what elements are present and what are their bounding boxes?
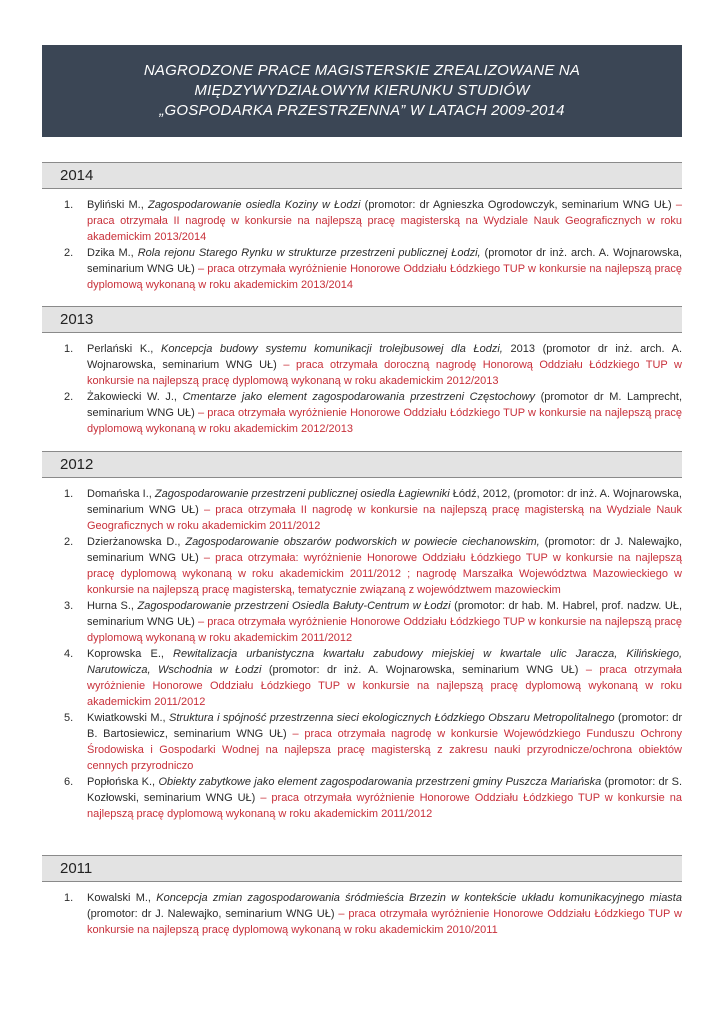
award-text: – praca otrzymała wyróżnienie Honorowe Oddziału Łódzkiego TUP w konkursie na najlepszą pracę dyplomową wykonaną w roku akademickim 2013/2014 [87,263,682,291]
author: Żakowiecki W. J., [87,391,177,403]
promoter-details: (promotor: dr J. Nalewajko, seminarium WNG UŁ) [87,908,335,920]
author: Dzika M., [87,247,134,259]
award-text: – praca otrzymała nagrodę w konkursie Wojewódzkiego Funduszu Ochrony Środowiska i Gospodarki Wodnej na najlepsza pracę magisterską z zakresu nauki przyrodnicze/ochrona obiektów cennych przyrodniczo [87,728,682,772]
award-text: – praca otrzymała II nagrodę w konkursie na najlepszą pracę magisterską na Wydziale Nauk Geograficznych w roku akademickim 2011/2012 [87,504,682,532]
author: Hurna S., [87,600,134,612]
promoter-details: (promotor: dr inż. A. Wojnarowska, seminarium WNG UŁ) [268,664,579,676]
list-item [42,197,682,245]
item-number: 1. [64,343,74,355]
award-text: – praca otrzymała wyróżnienie Honorowe Oddziału Łódzkiego TUP w konkursie na najlepszą pracę dyplomową wykonaną w roku akademickim 2011/2012 [87,792,683,820]
promoter-details: (promotor: dr hab. M. Habrel, prof. nadzw. UŁ, seminarium WNG UŁ) [87,600,683,628]
award-text: – praca otrzymała wyróżnienie Honorowe Oddziału Łódzkiego TUP w konkursie na najlepszą pracę dyplomową wykonaną w roku akademickim 2011/2012 [87,664,682,708]
list-item [42,598,682,646]
item-number: 2. [64,247,74,259]
thesis-title: Rewitalizacja urbanistyczna kwartału zabudowy miejskiej w kwartale ulic Jaracza, Kilińskiego, Narutowicza, Wschodnia w Łodzi [87,648,682,676]
list-item [42,486,682,534]
author: Domańska I., [87,488,152,500]
thesis-title: Zagospodarowanie osiedla Koziny w Łodzi [147,199,361,211]
author: Byliński M., [87,199,144,211]
award-text: – praca otrzymała: wyróżnienie Honorowe Oddziału Łódzkiego TUP w konkursie na najlepszą pracę dyplomową wykonaną w roku akademickim 2011/2012 ; nagrodę Marszałka Województwa Mazowieckiego w konkursie na najlepszą pracę magisterską, tematycznie związaną z województwem mazowieckim [87,552,682,596]
year-heading [42,855,682,882]
item-number: 1. [64,892,74,904]
list-item [42,710,682,774]
section-2011 [42,855,682,938]
header-title-line-2: MIĘDZYWYDZIAŁOWYM KIERUNKU STUDIÓW [194,82,530,99]
thesis-title: Koncepcja zmian zagospodarowania śródmieścia Brzezin w kontekście układu komunikacyjnego miasta [156,892,682,904]
list-item [42,245,682,293]
author: Perlański K., [87,343,154,355]
promoter-details: (promotor: dr B. Bartosiewicz, seminarium WNG UŁ) [87,712,682,740]
year-label: 2014 [60,167,94,184]
section-2014 [42,162,682,293]
section-2013 [42,306,682,437]
list-item [42,389,682,437]
item-number: 1. [64,199,74,211]
thesis-title: Zagospodarowanie obszarów podworskich w powiecie ciechanowskim, [185,536,540,548]
award-text: – praca otrzymała wyróżnienie Honorowe Oddziału Łódzkiego TUP w konkursie na najlepszą pracę dyplomową wykonaną w roku akademickim 2012/2013 [87,407,682,435]
author: Kowalski M., [87,892,151,904]
promoter-details: 2013 (promotor dr inż. arch. A. Wojnarowska, seminarium WNG UŁ) [87,343,683,371]
thesis-title: Obiekty zabytkowe jako element zagospodarowania przestrzeni gminy Puszcza Mariańska [158,776,602,788]
thesis-title: Zagospodarowanie przestrzeni publicznej osiedla Łagiewniki [154,488,450,500]
promoter-details: (promotor dr M. Lamprecht, seminarium WNG UŁ) [87,391,683,419]
item-number: 5. [64,712,74,724]
item-number: 2. [64,536,74,548]
year-heading [42,451,682,478]
list-item [42,534,682,598]
year-label: 2011 [60,860,93,877]
list-item [42,646,682,710]
year-heading [42,306,682,333]
promoter-details: (promotor dr inż. arch. A. Wojnarowska, seminarium WNG UŁ) [87,247,683,275]
item-number: 6. [64,776,74,788]
item-number: 2. [64,391,74,403]
thesis-title: Zagospodarowanie przestrzeni Osiedla Bałuty-Centrum w Łodzi [137,600,451,612]
item-number: 1. [64,488,74,500]
author: Popłońska K., [87,776,156,788]
year-label: 2013 [60,311,94,328]
promoter-details: Łódź, 2012, (promotor: dr inż. A. Wojnarowska, seminarium WNG UŁ) [87,488,682,516]
section-2012 [42,451,682,822]
list-item [42,890,682,938]
author: Koprowska E., [87,648,164,660]
promoter-details: (promotor: dr J. Nalewajko, seminarium WNG UŁ) [87,536,683,564]
list-item [42,341,682,389]
award-text: – praca otrzymała doroczną nagrodę Honorową Oddziału Łódzkiego TUP w konkursie na najlepszą pracę dyplomową wykonaną w roku akademickim 2012/2013 [87,359,682,387]
thesis-title: Koncepcja budowy systemu komunikacji trolejbusowej dla Łodzi, [161,343,503,355]
document-header [42,45,682,137]
item-number: 4. [64,648,74,660]
award-text: – praca otrzymała wyróżnienie Honorowe Oddziału Łódzkiego TUP w konkursie na najlepszą pracę dyplomową wykonaną w roku akademickim 2010/2011 [87,908,682,936]
award-text: – praca otrzymała wyróżnienie Honorowe Oddziału Łódzkiego TUP w konkursie na najlepszą pracę dyplomową wykonaną w roku akademickim 2011/2012 [87,616,682,644]
header-title-line-3: „GOSPODARKA PRZESTRZENNA” W LATACH 2009-2014 [159,102,565,119]
thesis-title: Rola rejonu Starego Rynku w strukturze przestrzeni publicznej Łodzi, [137,247,481,259]
promoter-details: (promotor: dr Agnieszka Ogrodowczyk, seminarium WNG UŁ) [364,199,672,211]
year-label: 2012 [60,456,94,473]
author: Kwiatkowski M., [87,712,166,724]
item-number: 3. [64,600,74,612]
author: Dzierżanowska D., [87,536,181,548]
thesis-title: Cmentarze jako element zagospodarowania przestrzeni Częstochowy [182,391,536,403]
award-text: – praca otrzymała II nagrodę w konkursie na najlepszą pracę magisterską na Wydziale Nauk Geograficznych w roku akademickim 2013/2014 [87,199,682,243]
header-title-line-1: NAGRODZONE PRACE MAGISTERSKIE ZREALIZOWANE NA [143,62,581,79]
promoter-details: (promotor: dr S. Kozłowski, seminarium WNG UŁ) [87,776,683,804]
list-item [42,774,682,822]
year-heading [42,162,682,189]
thesis-title: Struktura i spójność przestrzenna sieci ekologicznych Łódzkiego Obszaru Metropolitalnego [169,712,615,724]
